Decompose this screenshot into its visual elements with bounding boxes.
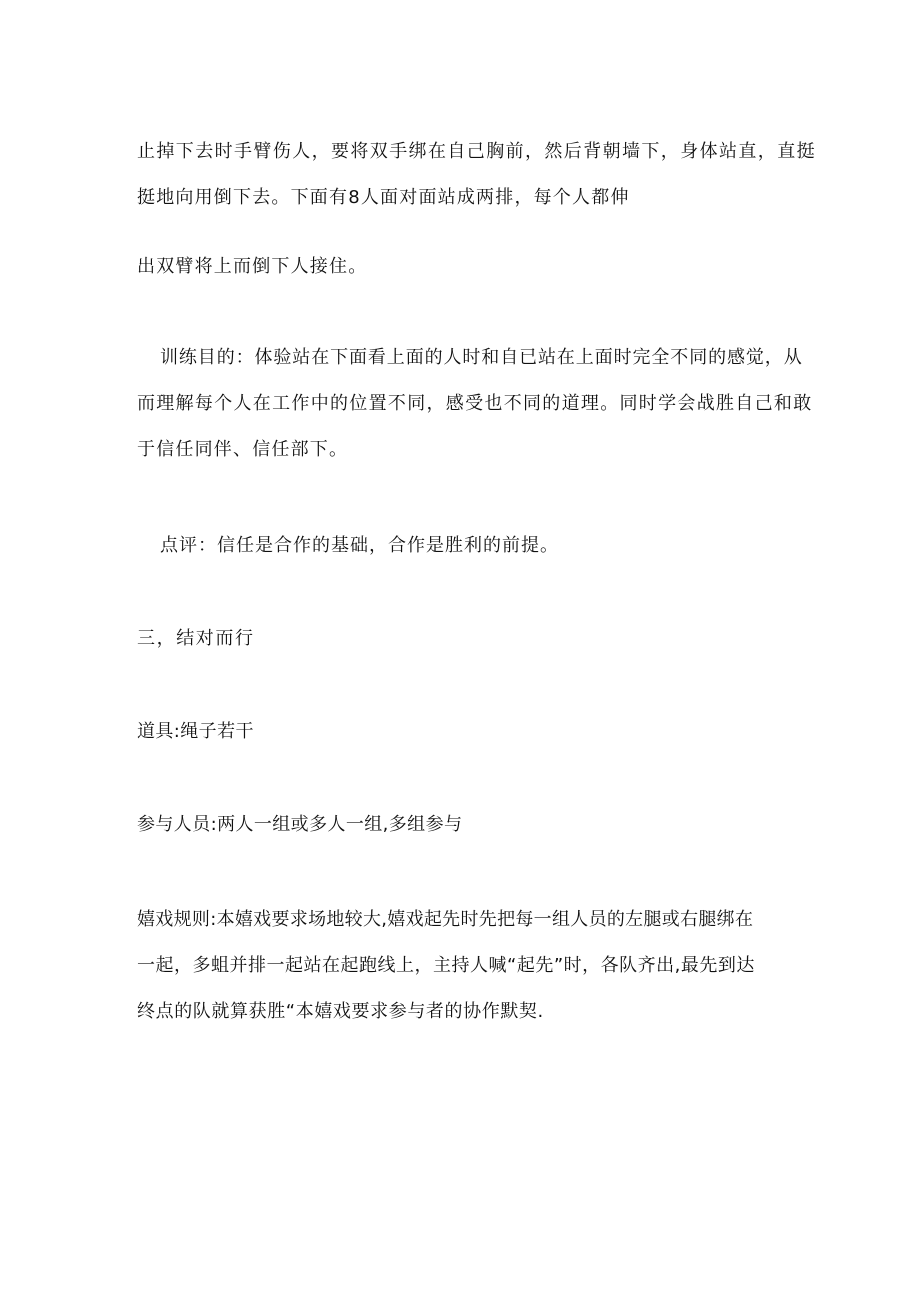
rules-line-3: 终点的队就算获胜“本嬉戏要求参与者的协作默契.: [137, 1001, 544, 1022]
section-heading: 三，结对而行: [137, 628, 255, 649]
props-line: 道具:绳子若干: [137, 721, 254, 742]
participants-line: 参与人员:两人一组或多人一组,多组参与: [137, 814, 463, 835]
paragraph-1-line-1: 止掉下去时手臂伤人，要将双手绑在自己胸前，然后背朝墙下，身体站直，直挺: [137, 141, 816, 162]
comment-line: 点评：信任是合作的基础，合作是胜利的前提。: [160, 535, 559, 556]
training-purpose-line-2: 而理解每个人在工作中的位置不同，感受也不同的道理。同时学会战胜自己和敢: [137, 393, 813, 414]
paragraph-1-line-3: 出双臂将上而倒下人接住。: [137, 256, 368, 277]
rules-line-2: 一起，多蛆并排一起站在起跑线上，主持人喊“起先”时，各队齐出,最先到达: [137, 955, 755, 976]
training-purpose-line-3: 于信任同伴、信任部下。: [137, 439, 349, 460]
training-purpose-line-1: 训练目的：体验站在下面看上面的人时和自已站在上面时完全不同的感觉，从: [160, 347, 803, 368]
rules-line-1: 嬉戏规则:本嬉戏要求场地较大,嬉戏起先时先把每一组人员的左腿或右腿绑在: [137, 909, 754, 930]
paragraph-1-line-2: 挺地向用倒下去。下面有8人面对面站成两排，每个人都伸: [137, 187, 630, 208]
